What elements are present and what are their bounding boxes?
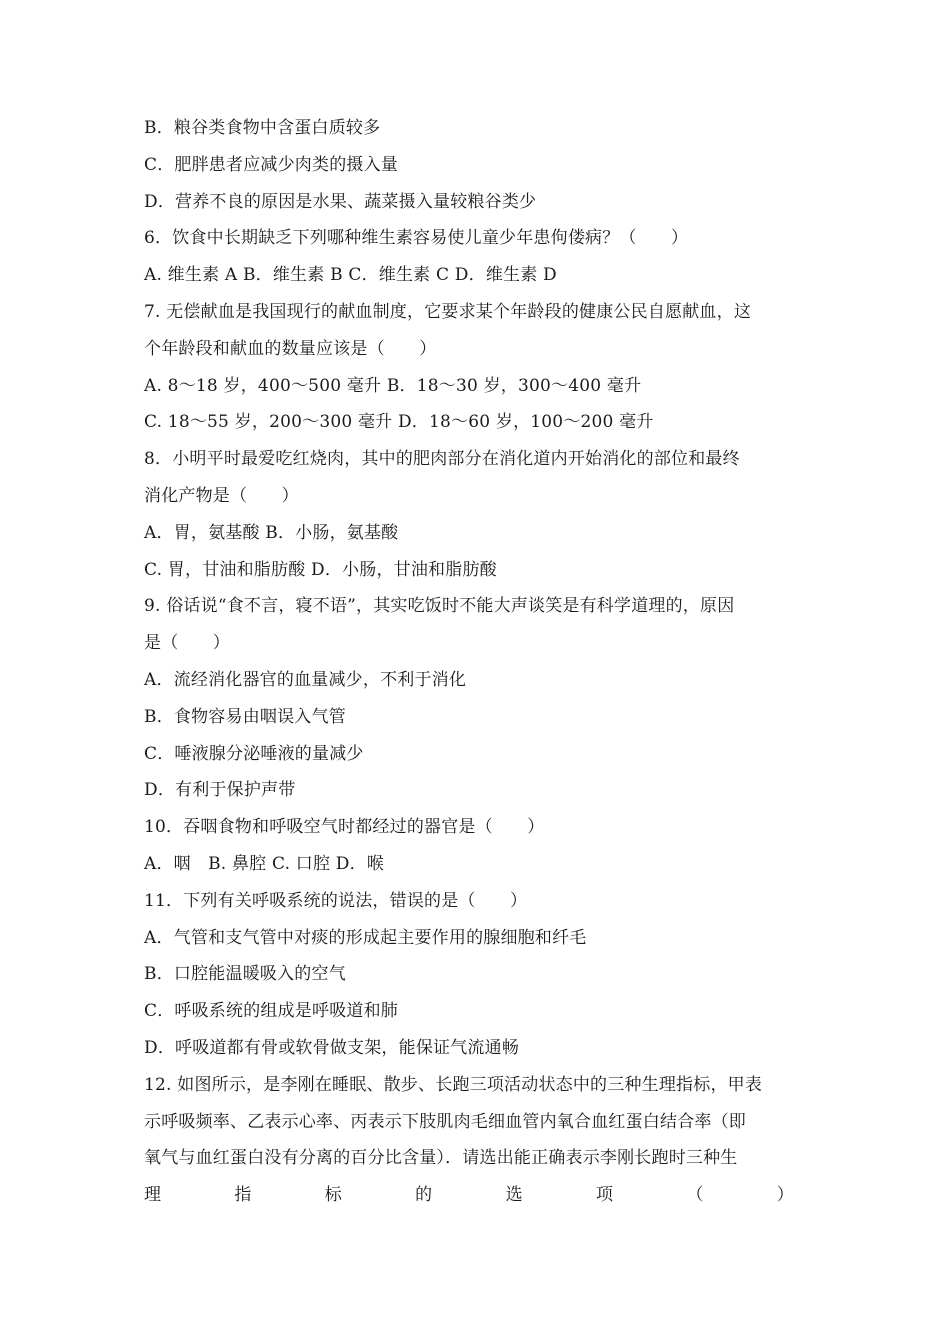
word: 选	[505, 1185, 523, 1206]
text-line: A．咽 B. 鼻腔 C. 口腔 D．喉	[144, 853, 385, 874]
text-line: A. 8～18 岁，400～500 毫升 B．18～30 岁，300～400 毫升	[144, 375, 642, 396]
text-line: C．呼吸系统的组成是呼吸道和肺	[144, 1001, 399, 1022]
word: 项	[595, 1185, 614, 1206]
text-line: A．流经消化器官的血量减少，不利于消化	[144, 669, 467, 690]
text-line: 是（ ）	[144, 633, 230, 654]
word: 标	[324, 1185, 342, 1206]
text-line: B．粮谷类食物中含蛋白质较多	[144, 118, 381, 138]
word: 理	[144, 1185, 162, 1206]
justified-last-line	[144, 1177, 794, 1214]
text-line: 示呼吸频率、乙表示心率、丙表示下肢肌肉毛细血管内氧合血红蛋白结合率（即	[144, 1111, 746, 1132]
text-line: C. 18～55 岁，200～300 毫升 D．18～60 岁，100～200 毫升	[144, 412, 654, 433]
question-12: 12. 如图所示，是李刚在睡眠、散步、长跑三项活动状态中的三种生理指标，甲表	[144, 1074, 763, 1095]
question-7: 7. 无偿献血是我国现行的献血制度，它要求某个年龄段的健康公民自愿献血，这	[144, 301, 752, 322]
text-line: C．肥胖患者应减少肉类的摄入量	[144, 154, 399, 175]
text-line: C. 胃，甘油和脂肪酸 D．小肠，甘油和脂肪酸	[144, 559, 497, 580]
text-line: 消化产物是（ ）	[144, 485, 299, 506]
question-10: 10．吞咽食物和呼吸空气时都经过的器官是（ ）	[144, 817, 545, 838]
word: （	[686, 1185, 704, 1206]
word: ）	[776, 1185, 794, 1206]
text-line: D．呼吸道都有骨或软骨做支架，能保证气流通畅	[144, 1037, 520, 1058]
text-line: D．有利于保护声带	[144, 780, 296, 801]
word: 指	[234, 1185, 252, 1206]
document-page	[144, 110, 808, 1214]
question-8: 8．小明平时最爱吃红烧肉，其中的肥肉部分在消化道内开始消化的部位和最终	[144, 449, 740, 470]
text-line: D．营养不良的原因是水果、蔬菜摄入量较粮谷类少	[144, 191, 537, 212]
question-11: 11．下列有关呼吸系统的说法，错误的是（ ）	[144, 890, 528, 911]
text-line: 个年龄段和献血的数量应该是（ ）	[144, 338, 437, 359]
question-9: 9. 俗话说“食不言，寝不语”，其实吃饭时不能大声谈笑是有科学道理的，原因	[144, 596, 735, 617]
word: 的	[415, 1185, 433, 1206]
question-6: 6．饮食中长期缺乏下列哪种维生素容易使儿童少年患佝偻病？（ ）	[144, 228, 689, 249]
text-line: A．气管和支气管中对痰的形成起主要作用的腺细胞和纤毛	[144, 927, 587, 948]
text-line: A．胃，氨基酸 B．小肠，氨基酸	[144, 522, 399, 543]
text-line: C．唾液腺分泌唾液的量减少	[144, 743, 364, 764]
text-line: B．食物容易由咽误入气管	[144, 706, 346, 727]
text-line: B．口腔能温暖吸入的空气	[144, 964, 346, 985]
text-line: 氧气与血红蛋白没有分离的百分比含量）．请选出能正确表示李刚长跑时三种生	[144, 1148, 738, 1169]
text-line: A. 维生素 A B．维生素 B C．维生素 C D．维生素 D	[144, 265, 557, 286]
